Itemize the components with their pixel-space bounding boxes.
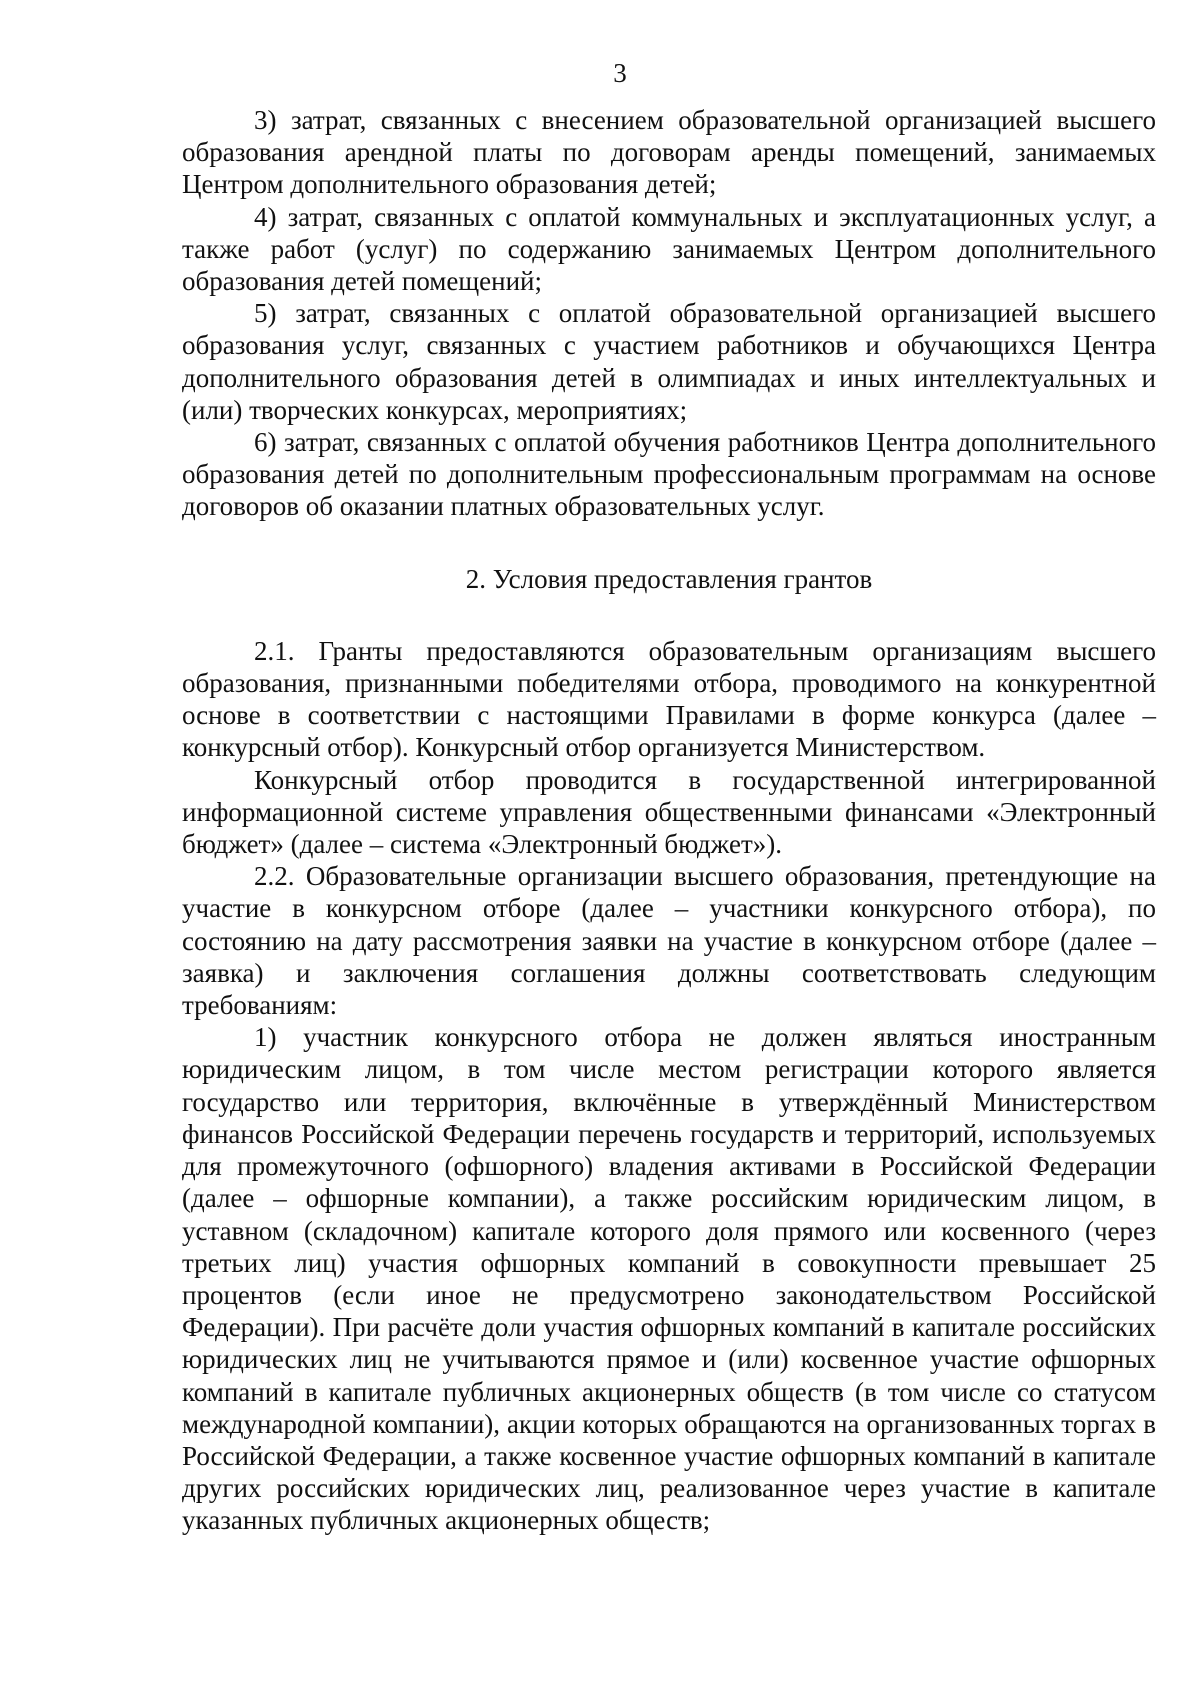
document-body xyxy=(182,104,1156,1537)
section-heading: 2. Условия предоставления грантов xyxy=(465,563,873,594)
paragraph-item-4: 4) затрат, связанных с оплатой коммунальных и эксплуатационных услуг, а также работ (услуг) по содержанию занимаемых Центром дополнительного образования детей помещений; xyxy=(182,201,1156,297)
paragraph-2-1: 2.1. Гранты предоставляются образовательным организациям высшего образования, признанными победителями отбора, проводимого на конкурентной основе в соответствии с настоящими Правилами в форме конкурса (далее – конкурсный отбор). Конкурсный отбор организуется Министерством. xyxy=(182,635,1156,763)
page-number: 3 xyxy=(613,58,627,88)
paragraph-item-3: 3) затрат, связанных с внесением образовательной организацией высшего образования арендной платы по договорам аренды помещений, занимаемых Центром дополнительного образования детей; xyxy=(182,105,1156,200)
paragraph-2-2: 2.2. Образовательные организации высшего образования, претендующие на участие в конкурсном отборе (далее – участники конкурсного отбора), по состоянию на дату рассмотрения заявки на участие в конкурсном отборе (далее – заявка) и заключения соглашения должны соответствовать следующим требованиям: xyxy=(182,861,1156,1021)
paragraph-item-6: 6) затрат, связанных с оплатой обучения работников Центра дополнительного образования детей по дополнительным профессиональным программам на основе договоров об оказании платных образовательных услуг. xyxy=(182,427,1156,522)
paragraph-requirement-1: 1) участник конкурсного отбора не должен являться иностранным юридическим лицом, в том числе местом регистрации которого является государство или территория, включённые в утверждённый Министерством финансов Российской Федерации перечень государств и территорий, используемых для промежуточного (офшорного) владения активами в Российской Федерации (далее – офшорные компании), а также российским юридическим лицом, в уставном (складочном) капитале которого доля прямого или косвенного (через третьих лиц) участия офшорных компаний в совокупности превышает 25 процентов (если иное не предусмотрено законодательством Российской Федерации). При расчёте доли участия офшорных компаний в капитале российских юридических лиц не учитываются прямое и (или) косвенное участие офшорных компаний в капитале публичных акционерных обществ (в том числе со статусом международной компании), акции которых обращаются на организованных торгах в Российской Федерации, а также косвенное участие офшорных компаний в капитале других российских юридических лиц, реализованное через участие в капитале указанных публичных акционерных обществ; xyxy=(182,1022,1156,1536)
paragraph-item-5: 5) затрат, связанных с оплатой образовательной организацией высшего образования услуг, связанных с участием работников и обучающихся Центра дополнительного образования детей в олимпиадах и иных интеллектуальных и (или) творческих конкурсах, мероприятиях; xyxy=(182,298,1156,425)
paragraph-electronic-budget: Конкурсный отбор проводится в государственной интегрированной информационной системе управления общественными финансами «Электронный бюджет» (далее – система «Электронный бюджет»). xyxy=(182,764,1156,860)
